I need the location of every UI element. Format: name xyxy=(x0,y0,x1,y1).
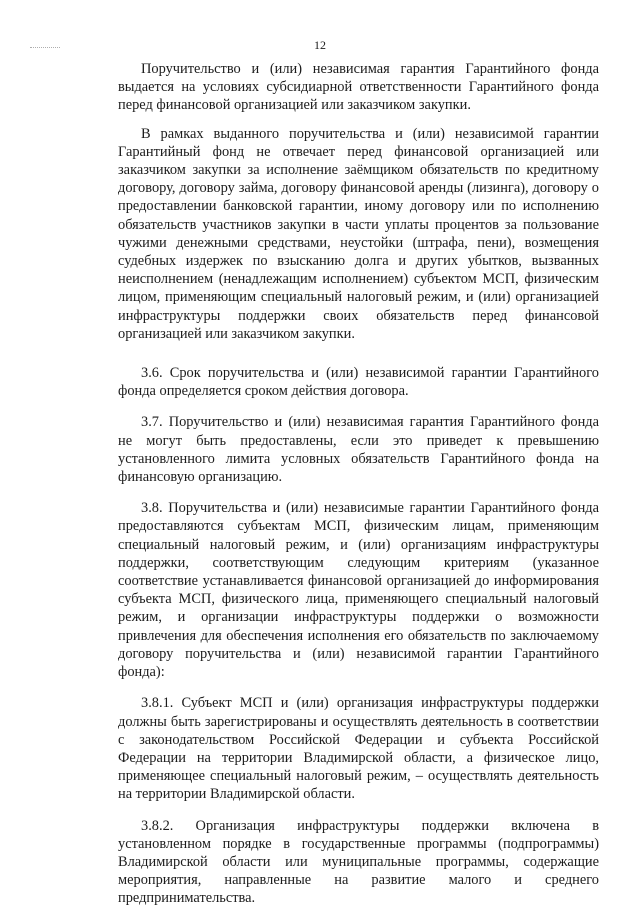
paragraph-3-7: 3.7. Поручительство и (или) независимая гарантия Гарантийного фонда не могут быть предоставлены, если это приведет к превышению установленного лимита условных обязательств Гарантийного фонда на финансовую организацию. xyxy=(118,414,599,486)
paragraph-3-6: 3.6. Срок поручительства и (или) независимой гарантии Гарантийного фонда определяется сроком действия договора. xyxy=(118,365,599,400)
document-body xyxy=(118,60,599,908)
paragraph-surety-liability: Поручительство и (или) независимая гарантия Гарантийного фонда выдается на условиях субсидиарной ответственности Гарантийного фонда перед финансовой организацией или заказчиком закупки. xyxy=(118,61,599,114)
scan-margin-mark xyxy=(30,47,60,51)
paragraph-fund-non-liability: В рамках выданного поручительства и (или) независимой гарантии Гарантийный фонд не отвечает перед финансовой организацией или заказчиком закупки за исполнение заёмщиком обязательств по кредитному договору, договору займа, договору финансовой аренды (лизинга), договору о предоставлении банковской гарантии, иному договору или по исполнению обязательств участников закупки в части уплаты процентов за пользование чужими денежными средствами, неустойки (штрафа, пени), возмещения судебных издержек по взысканию долга и других убытков, вызванных неисполнением (ненадлежащим исполнением) субъектом МСП, физическим лицом, применяющим специальный налоговый режим, и (или) организацией инфраструктуры поддержки своих обязательств перед финансовой организацией или заказчиком закупки. xyxy=(118,125,599,342)
page-number: 12 xyxy=(314,38,326,52)
paragraph-3-8-1: 3.8.1. Субъект МСП и (или) организация инфраструктуры поддержки должны быть зарегистрированы и осуществлять деятельность в соответствии с законодательством Российской Федерации и субъекта Российской Федерации на территории Владимирской области, а физическое лицо, применяющее специальный налоговый режим, – осуществлять деятельность на территории Владимирской области. xyxy=(118,695,599,803)
paragraph-3-8: 3.8. Поручительства и (или) независимые гарантии Гарантийного фонда предоставляются субъектам МСП, физическим лицам, применяющим специальный налоговый режим, и (или) организациям инфраструктуры поддержки, соответствующим следующим критериям (указанное соответствие устанавливается финансовой организацией до информирования субъекта МСП, физического лица, применяющего специальный налоговый режим, и организации инфраструктуры поддержки о возможности привлечения для обеспечения исполнения его обязательств по заключаемому договору поручительства и (или) независимой гарантии Гарантийного фонда): xyxy=(118,500,599,681)
paragraph-3-8-2: 3.8.2. Организация инфраструктуры поддержки включена в установленном порядке в государственные программы (подпрограммы) Владимирской области или муниципальные программы, содержащие мероприятия, направленные на развитие малого и среднего предпринимательства. xyxy=(118,817,599,907)
